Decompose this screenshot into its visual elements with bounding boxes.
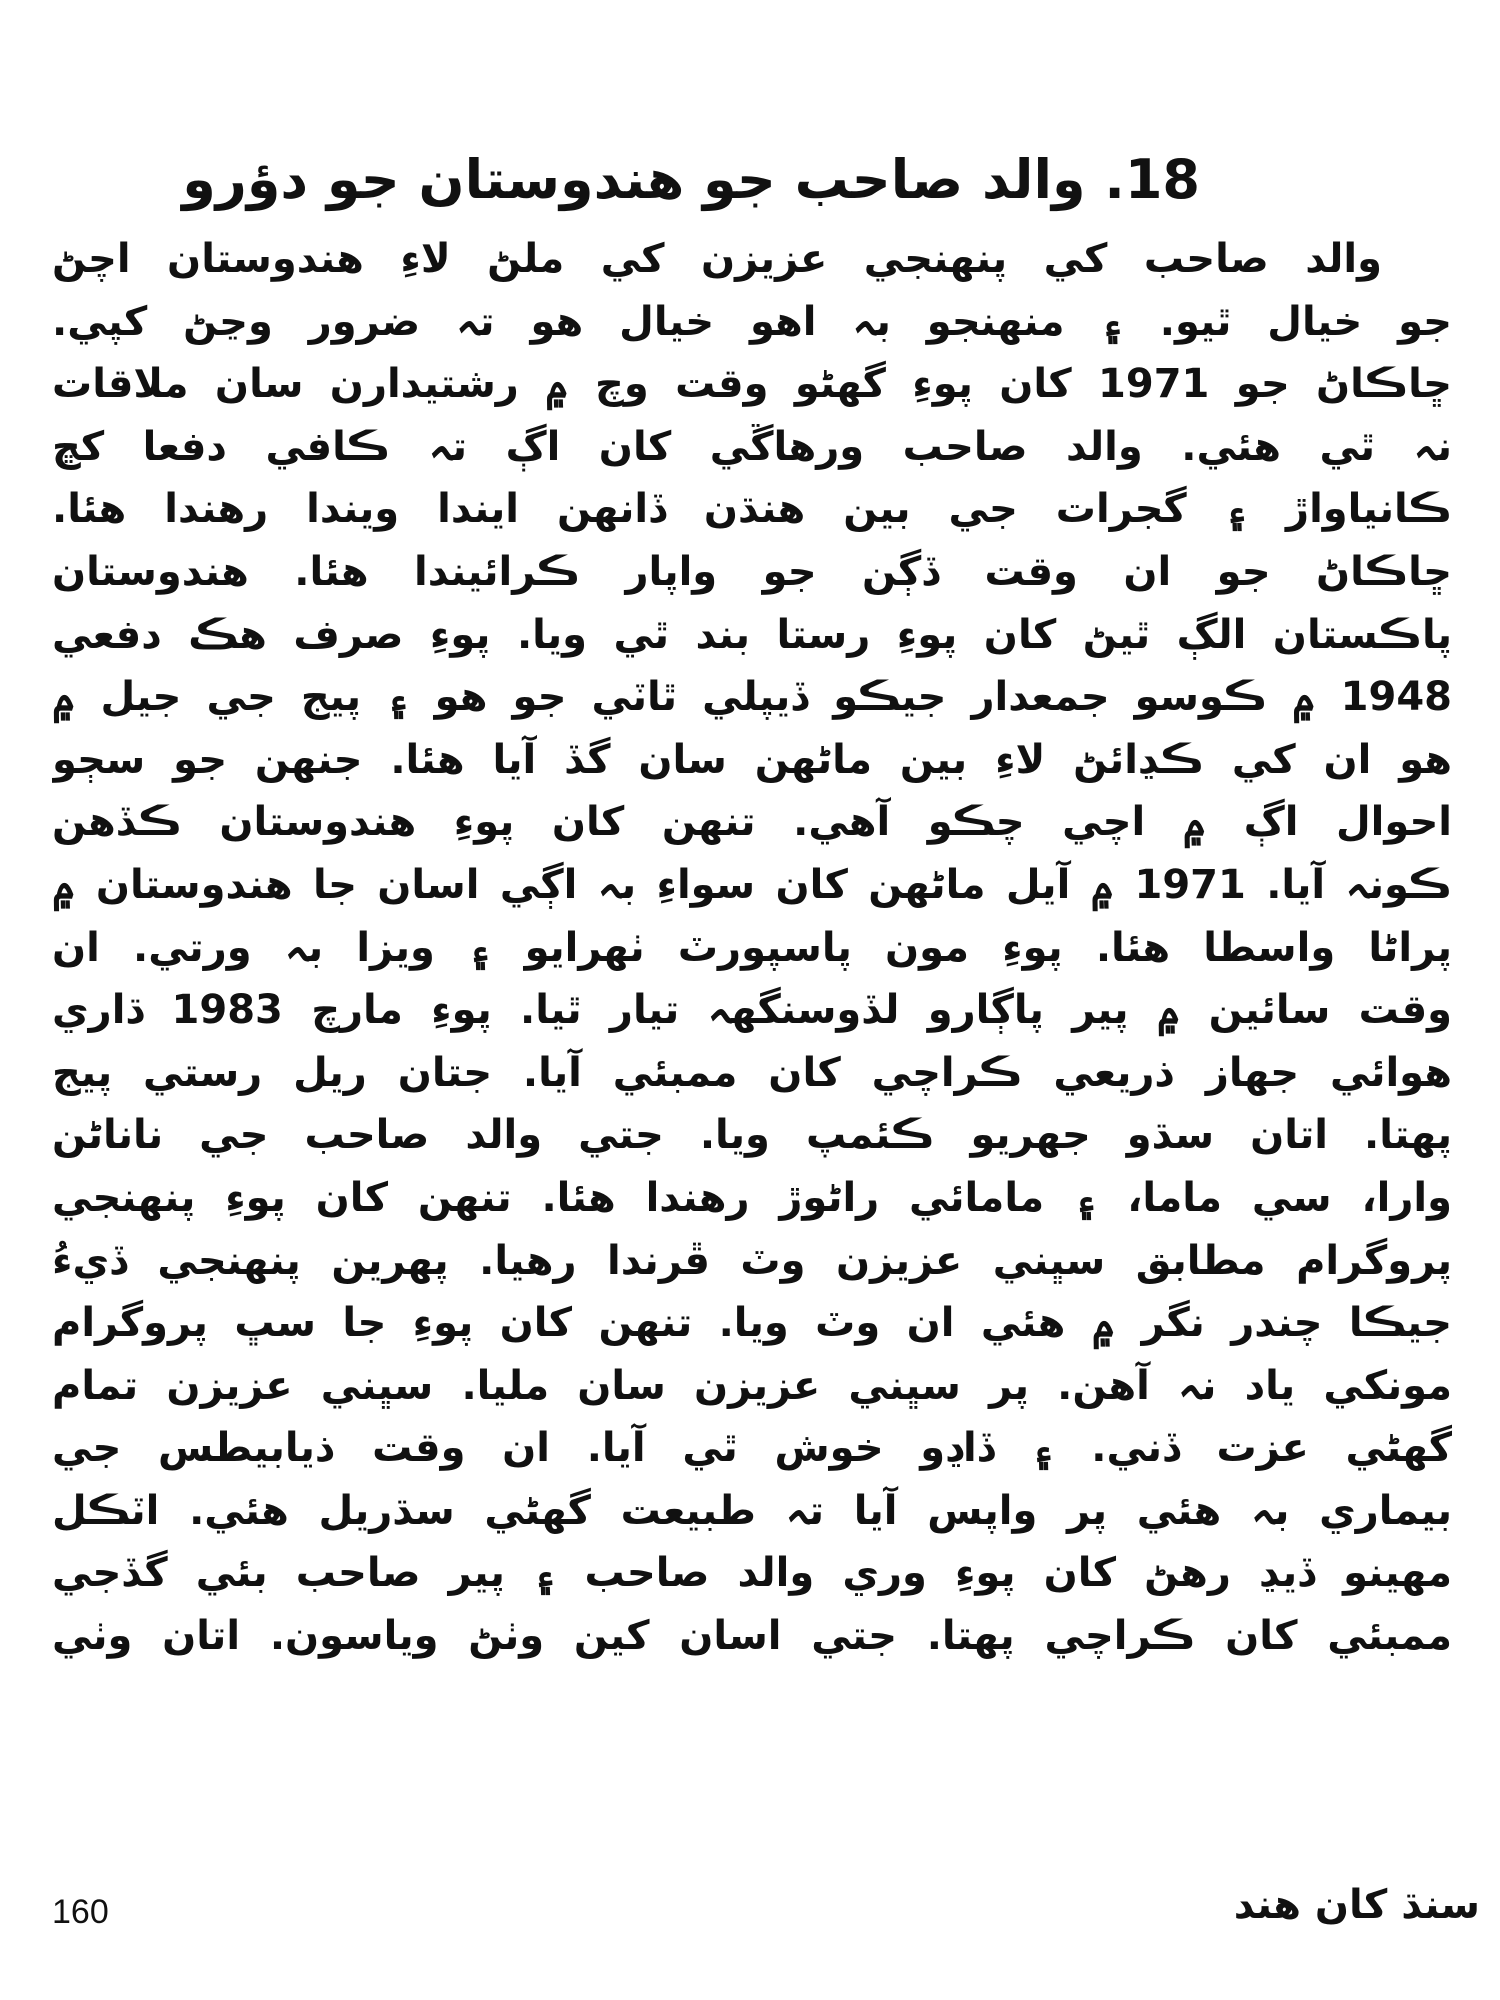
text-line: وارا، سي ماما، ۽ مامائي راڻوڙ رهندا هئا. تنهن کان پوءِ پنهنجي xyxy=(52,1174,1452,1221)
running-footer: سنڌ کان هند xyxy=(1233,1882,1480,1928)
chapter-title: 18. والد صاحب جو هندوستان جو دؤرو xyxy=(182,148,1200,211)
text-line: احوال اڳ ۾ اچي چڪو آهي. تنهن کان پوءِ هندوستان ڪڏهن xyxy=(52,799,1452,846)
text-line: پهتا. اتان سڌو جهريو ڪئمپ ويا. جتي والد صاحب جي ناناڻن xyxy=(52,1112,1452,1159)
text-line: پروگرام مطابق سڀني عزيزن وٽ ڦرندا رهيا. پهرين پنهنجي ڏيءُ xyxy=(52,1237,1452,1284)
text-line: ڇاڪاڻ جو 1971 کان پوءِ گهڻو وقت وچ ۾ رشتيدارن سان ملاقات xyxy=(52,361,1452,408)
text-line: ممبئي کان ڪراچي پهتا. جتي اسان کين وٺڻ وياسون. اتان وٺي xyxy=(52,1613,1452,1660)
page-number: 160 xyxy=(52,1893,109,1931)
text-line: ڪانياواڙ ۽ گجرات جي بين هنڌن ڏانهن ايندا ويندا رهندا هئا. xyxy=(52,486,1452,533)
text-line: جو خيال ٿيو. ۽ منهنجو بہ اهو خيال هو تہ ضرور وڃڻ کپي. xyxy=(52,298,1452,345)
text-line: پاڪستان الڳ ٿيڻ کان پوءِ رستا بند ٿي ويا. پوءِ صرف هڪ دفعي xyxy=(52,611,1452,658)
text-line: 1948 ۾ ڪوسو جمعدار جيڪو ڏيپلي ٿاٽي جو هو ۽ پيج جي جيل ۾ xyxy=(52,674,1452,721)
body-text xyxy=(52,228,1452,1668)
text-line: جيڪا چندر نگر ۾ هئي ان وٽ ويا. تنهن کان پوءِ جا سڀ پروگرام xyxy=(52,1300,1452,1347)
text-line: مهينو ڏيڍ رهڻ کان پوءِ وري والد صاحب ۽ پير صاحب بئي گڏجي xyxy=(52,1550,1452,1597)
text-line: هوائي جهاز ذريعي ڪراچي کان ممبئي آيا. جتان ريل رستي پيج xyxy=(52,1049,1452,1096)
text-line: مونکي ياد نہ آهن. پر سڀني عزيزن سان مليا. سڀني عزيزن تمام xyxy=(52,1362,1452,1409)
text-line: نہ ٿي هئي. والد صاحب ورهاڱي کان اڳ تہ ڪافي دفعا کڇ xyxy=(52,423,1452,470)
text-line: ڪونہ آيا. 1971 ۾ آيل ماڻهن کان سواءِ بہ اڳي اسان جا هندوستان ۾ xyxy=(52,861,1452,908)
text-line: پراڻا واسطا هئا. پوءِ مون پاسپورٽ ٺهرايو ۽ ويزا بہ ورتي. ان xyxy=(52,924,1452,971)
text-line: بيماري بہ هئي پر واپس آيا تہ طبيعت گهڻي سڌريل هئي. اٽڪل xyxy=(52,1487,1452,1534)
text-line: گهڻي عزت ڏني. ۽ ڏاڍو خوش ٿي آيا. ان وقت ذيابيطس جي xyxy=(52,1425,1452,1472)
text-line: ڇاڪاڻ جو ان وقت ڏڳن جو واپار ڪرائيندا هئا. هندوستان xyxy=(52,548,1452,595)
text-line: هو ان کي ڪڍائڻ لاءِ بين ماڻهن سان گڏ آيا هئا. جنهن جو سڄو xyxy=(52,736,1452,783)
text-line: وقت سائين ۾ پير پاڳارو لڏوسنگهہ تيار ٿيا. پوءِ مارچ 1983 ڌاري xyxy=(52,987,1452,1034)
text-line: والد صاحب کي پنهنجي عزيزن کي ملڻ لاءِ هندوستان اچڻ xyxy=(52,236,1382,282)
